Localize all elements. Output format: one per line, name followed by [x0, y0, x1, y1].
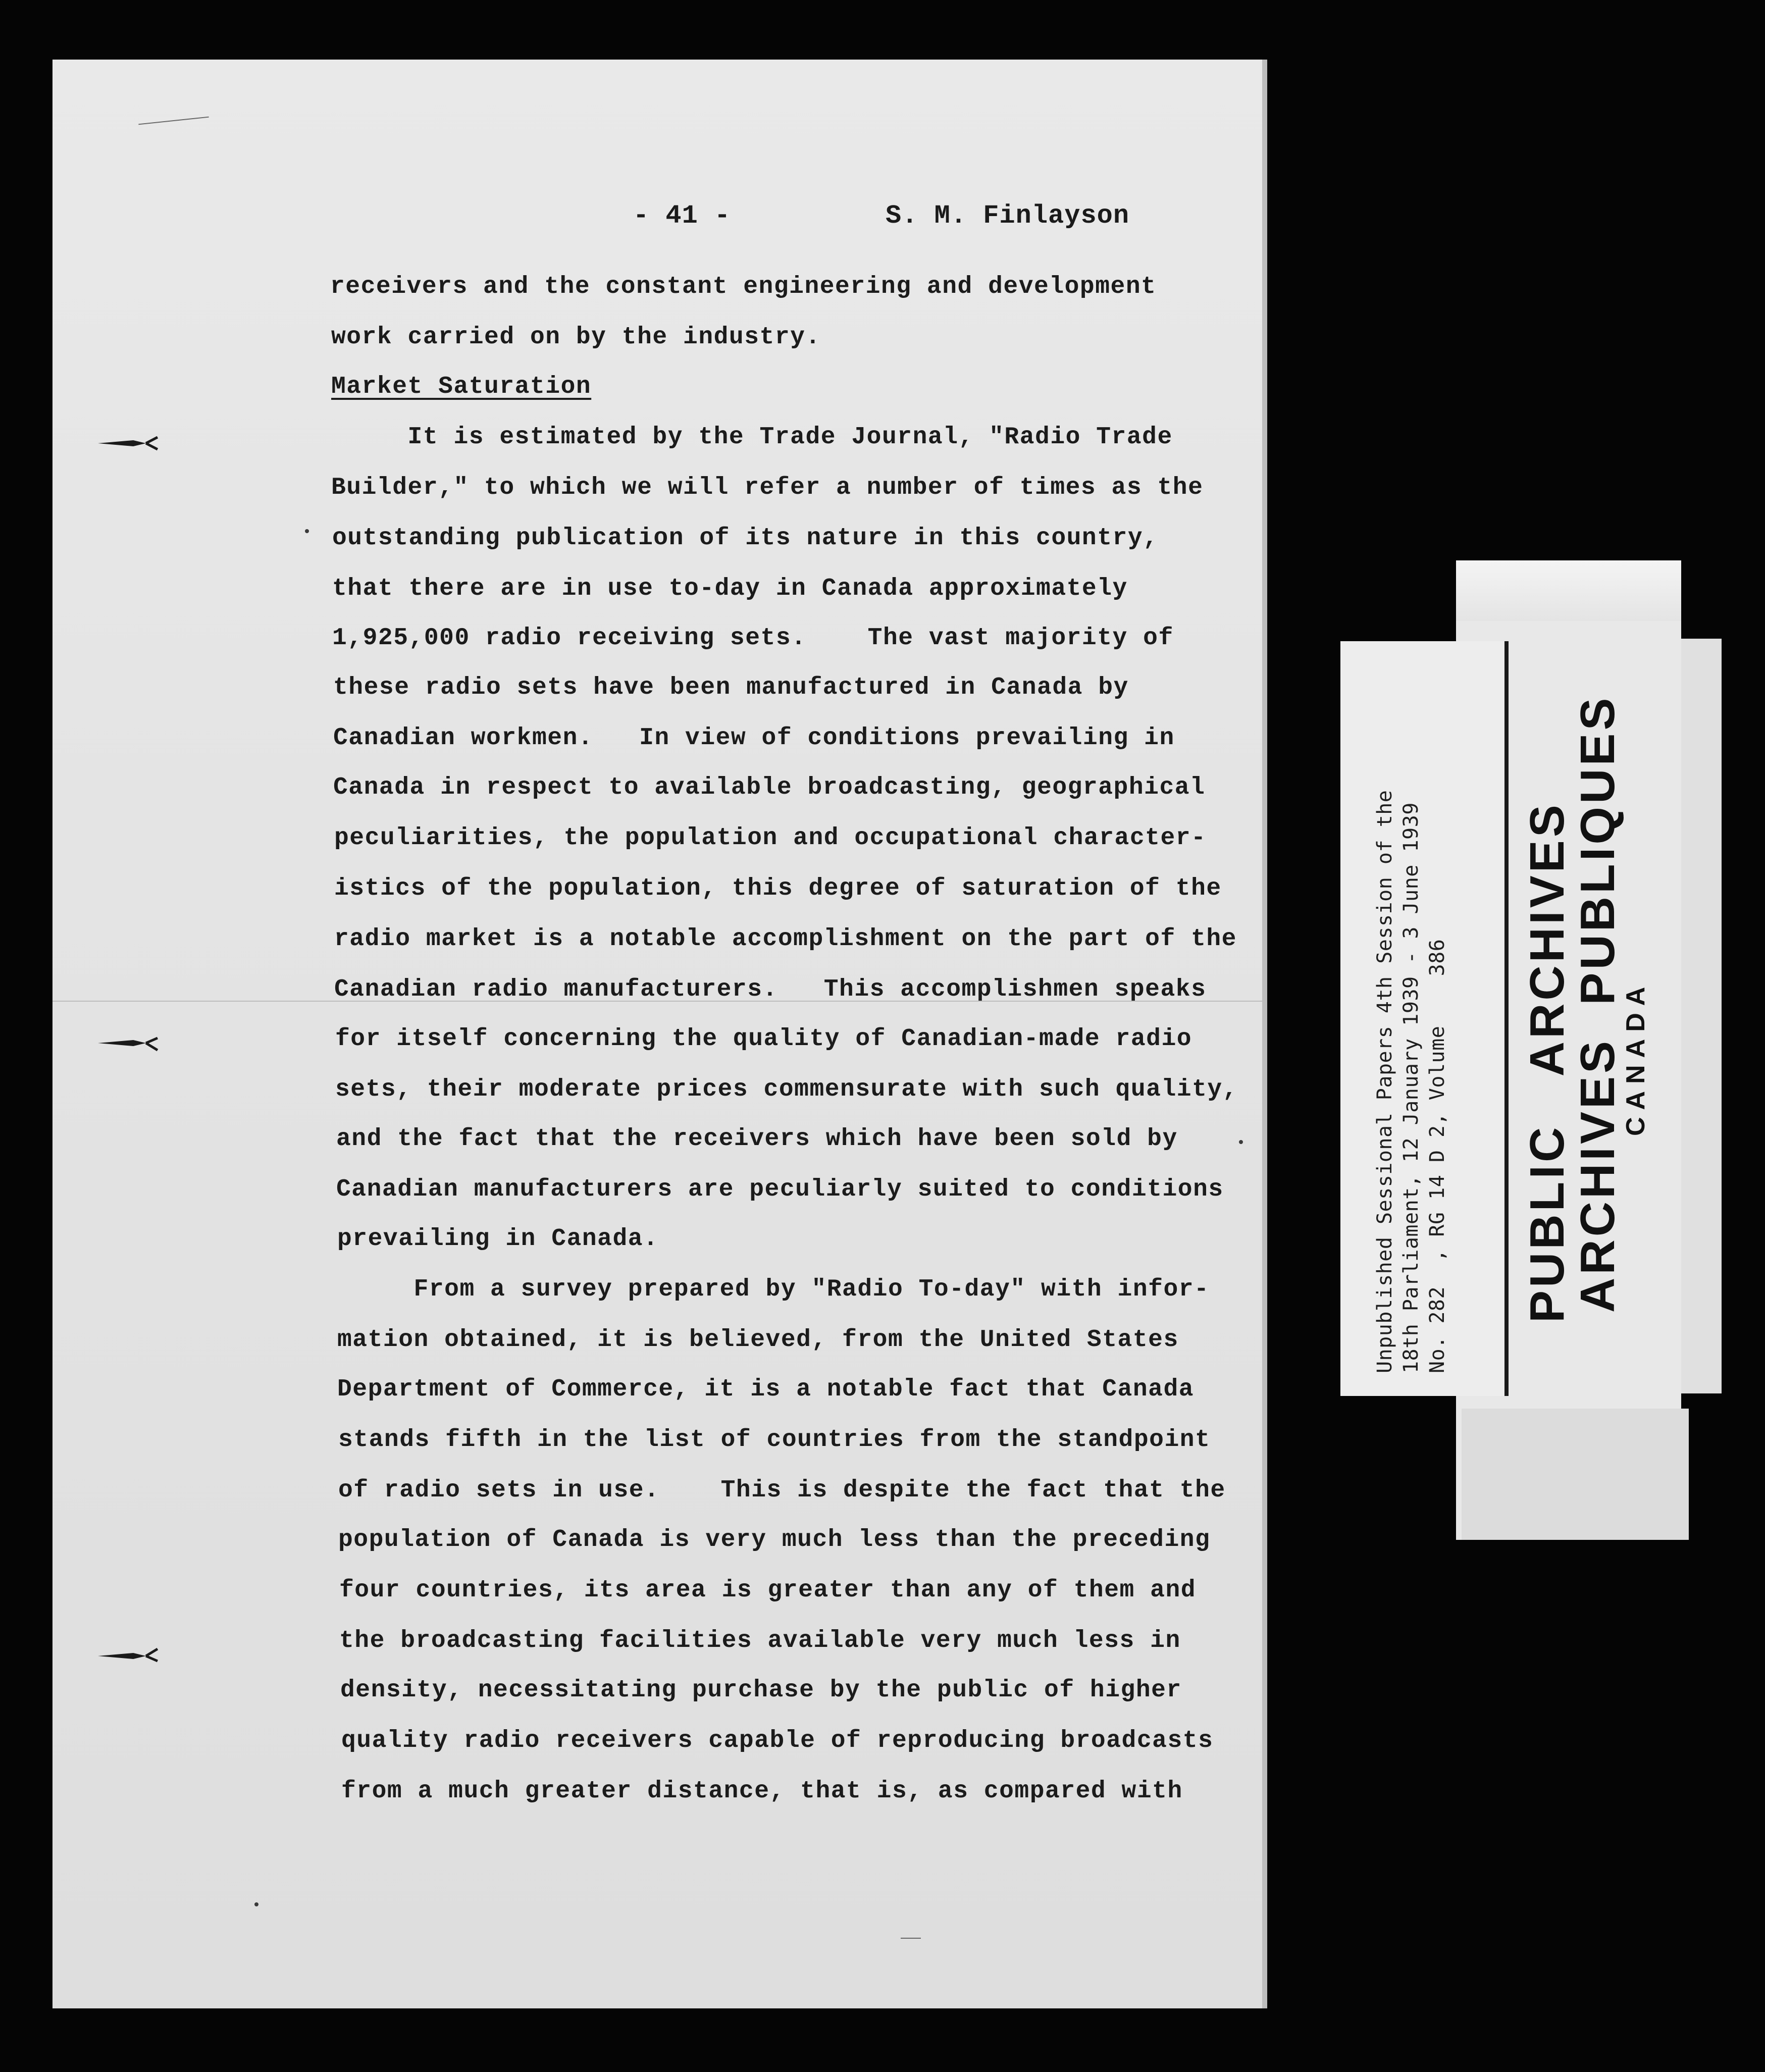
margin-mark-icon — [98, 433, 159, 453]
text-line: four countries, its area is greater than any of them and — [339, 1577, 1197, 1604]
text-line: for itself concerning the quality of Canadian-made radio — [335, 1025, 1192, 1053]
text-line: It is estimated by the Trade Journal, "Radio Trade — [331, 424, 1173, 451]
archive-tab-bottom — [1462, 1409, 1689, 1540]
archive-note-line: Unpublished Sessional Papers 4th Session of the — [1373, 790, 1396, 1373]
text-line: of radio sets in use. This is despite the fact that the — [338, 1477, 1226, 1504]
paper-speck — [254, 1902, 258, 1906]
text-line: Canadian radio manufacturers. This accomplishmen speaks — [334, 976, 1207, 1003]
text-line: prevailing in Canada. — [337, 1225, 659, 1253]
text-line: work carried on by the industry. — [331, 324, 821, 351]
text-line: mation obtained, it is believed, from the United States — [337, 1326, 1179, 1354]
text-line: density, necessitating purchase by the public of higher — [340, 1677, 1182, 1704]
text-line: population of Canada is very much less than the preceding — [338, 1526, 1211, 1553]
page-header — [53, 201, 1262, 251]
text-line: receivers and the constant engineering and development — [330, 273, 1157, 300]
paper-speck — [1239, 1140, 1243, 1144]
text-line: Canadian manufacturers are peculiarly suited to conditions — [336, 1176, 1224, 1203]
margin-mark-icon — [98, 1034, 159, 1054]
text-line: 1,925,000 radio receiving sets. The vast majority of — [332, 625, 1174, 652]
archive-note-slip — [1340, 641, 1509, 1396]
text-line: Canada in respect to available broadcasting, geographical — [333, 774, 1206, 801]
text-line: istics of the population, this degree of saturation of the — [334, 875, 1222, 902]
text-line: outstanding publication of its nature in this country, — [332, 525, 1159, 552]
text-line: Department of Commerce, it is a notable fact that Canada — [337, 1376, 1195, 1403]
archive-stamp-line: ARCHIVES PUBLIQUES — [1571, 695, 1625, 1313]
archive-stamp-line: PUBLIC ARCHIVES — [1520, 802, 1574, 1323]
text-line: stands fifth in the list of countries from the standpoint — [338, 1426, 1211, 1454]
margin-mark-icon — [98, 1645, 159, 1665]
paper-scratch — [901, 1938, 921, 1939]
text-line: Builder," to which we will refer a number of times as the — [331, 474, 1204, 501]
archive-note-line: 18th Parliament, 12 January 1939 - 3 June 1939 — [1399, 802, 1423, 1373]
text-line: the broadcasting facilities available very much less in — [339, 1627, 1181, 1654]
page-number: - 41 - — [633, 201, 731, 231]
text-line: and the fact that the receivers which have been sold by — [336, 1125, 1178, 1153]
text-line: quality radio receivers capable of reproducing broadcasts — [341, 1727, 1214, 1754]
text-line: peculiarities, the population and occupational character- — [334, 824, 1207, 852]
paper-speck — [305, 529, 309, 533]
archive-tab-tear — [1456, 560, 1681, 621]
author-name: S. M. Finlayson — [886, 201, 1130, 231]
text-line: From a survey prepared by "Radio To-day" with infor- — [337, 1276, 1210, 1303]
archive-note-line: No. 282 , RG 14 D 2, Volume 386 — [1426, 939, 1449, 1373]
section-heading: Market Saturation — [331, 373, 592, 400]
text-line: radio market is a notable accomplishment on the part of the — [334, 925, 1237, 953]
archive-tab-edge — [1681, 639, 1722, 1393]
paper-scratch — [138, 117, 209, 125]
text-line: that there are in use to-day in Canada approximately — [332, 575, 1128, 602]
document-page — [53, 60, 1267, 2008]
archive-stamp-line: CANADA — [1621, 979, 1650, 1136]
text-line: these radio sets have been manufactured in Canada by — [333, 674, 1129, 701]
text-line: from a much greater distance, that is, as compared with — [341, 1778, 1183, 1805]
text-line: Canadian workmen. In view of conditions prevailing in — [333, 724, 1175, 752]
text-line: sets, their moderate prices commensurate with such quality, — [335, 1076, 1238, 1103]
